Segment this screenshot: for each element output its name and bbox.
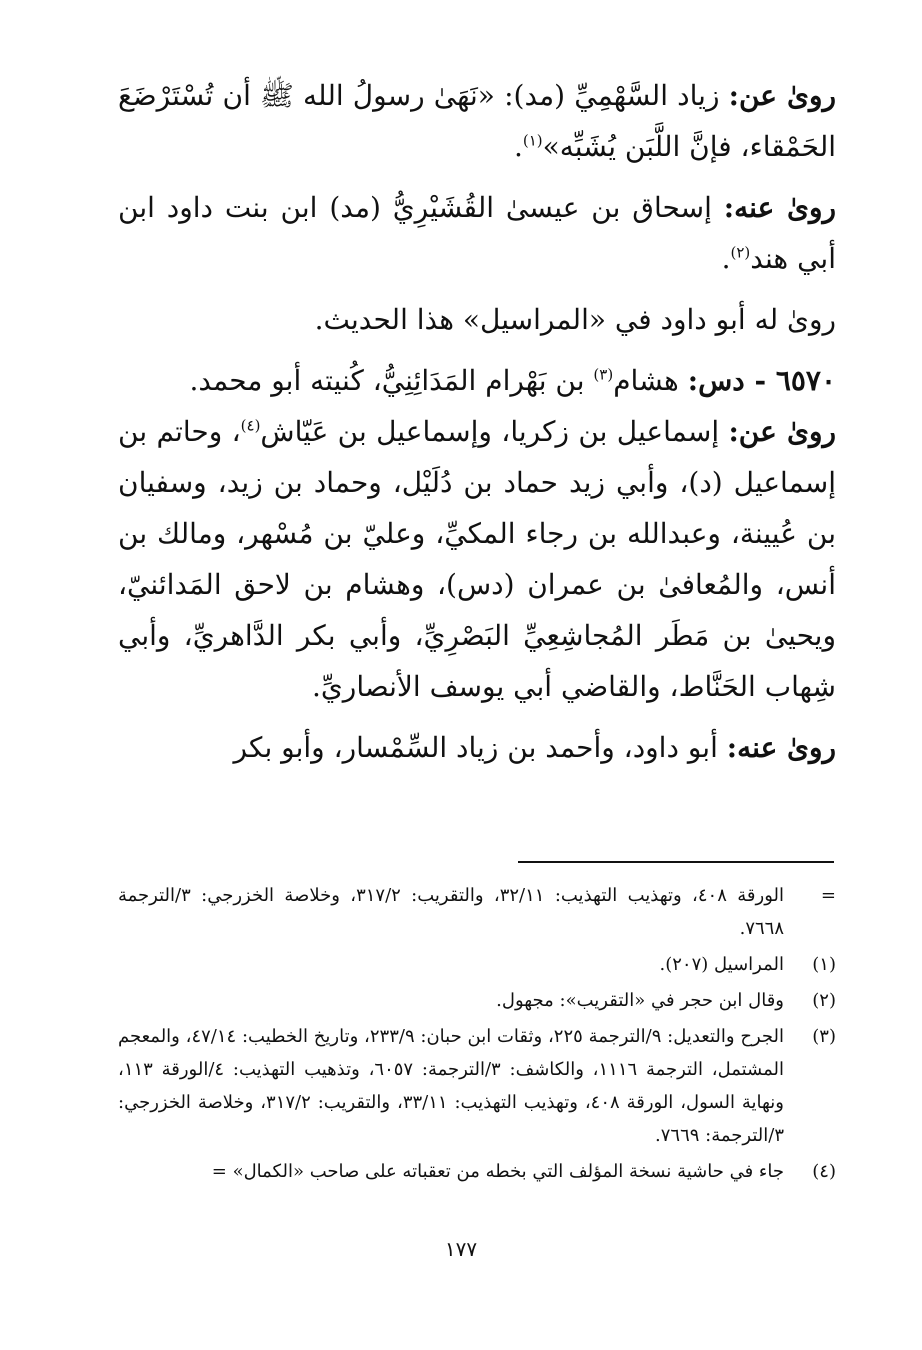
footnote-text: الورقة ٤٠٨، وتهذيب التهذيب: ٣٢/١١، والتقريب: ٣١٧/٢، وخلاصة الخزرجي: ٣/الترجمة ٧٦٦٨.: [118, 885, 784, 939]
footnote-marker: (١): [812, 954, 836, 975]
footnote-marker: (٤): [812, 1161, 836, 1182]
footnote-text: جاء في حاشية نسخة المؤلف التي بخطه من تعقباته على صاحب «الكمال» =: [211, 1161, 784, 1182]
paragraph-rawa-anhu: [118, 182, 836, 284]
paragraph-text: إسحاق بن عيسىٰ القُشَيْرِيُّ (مد) ابن بنت داود ابن أبي هند: [118, 191, 836, 275]
entry-name: هشام: [613, 364, 679, 397]
paragraph-rawa-lahu: [118, 294, 836, 345]
footnote-marker: =: [820, 885, 836, 906]
entry-heading: [118, 355, 836, 406]
footnote-text: الجرح والتعديل: ٩/الترجمة ٢٢٥، وثقات ابن حبان: ٢٣٣/٩، وتاريخ الخطيب: ٤٧/١٤، والمعجم المشتمل، الترجمة ١١١٦، والكاشف: ٣/الترجمة: ٦٠٥٧، وتذهيب التهذيب: ٤/الورقة ١١٣، ونهاية السول، الورقة ٤٠٨، وتهذيب التهذيب: ٣٣/١١، والتقريب: ٣١٧/٢، وخلاصة الخزرجي: ٣/الترجمة: ٧٦٦٩.: [118, 1026, 784, 1146]
footnote-divider: [518, 861, 834, 863]
entry-name-rest: بن بَهْرام المَدَائِنِيُّ، كُنيته أبو محمد.: [189, 364, 585, 397]
paragraph-text-rest: ، وحاتم بن إسماعيل (د)، وأبي زيد حماد بن دُلَيْل، وحماد بن زيد، وسفيان بن عُيينة، وعبدالله بن رجاء المكيِّ، وعليّ بن مُسْهر، ومالك بن أنس، والمُعافىٰ بن عمران (دس)، وهشام بن لاحق المَدائنيّ، ويحيىٰ بن مَطَر المُجاشِعِيِّ البَصْرِيِّ، وأبي بكر الدَّاهريِّ، وأبي شِهاب الحَنَّاط، والقاضي أبي يوسف الأنصاريِّ.: [118, 415, 836, 703]
main-text: [118, 70, 836, 773]
paragraph-lead: روىٰ عنه:: [723, 191, 836, 224]
paragraph-lead: روىٰ عن:: [728, 79, 836, 112]
footnote-ref: (٢): [730, 243, 751, 262]
footnote-text: المراسيل (٢٠٧).: [659, 954, 784, 975]
footnotes: [118, 876, 836, 1188]
paragraph-text: زياد السَّهْمِيِّ (مد): «نَهَىٰ رسولُ الله ﷺ أن تُسْتَرْضَعَ الحَمْقاء، فإنَّ اللَّبَن يُشَبِّه»: [118, 79, 836, 163]
paragraph-end: .: [513, 130, 523, 163]
paragraph-text: أبو داود، وأحمد بن زياد السِّمْسار، وأبو بكر: [233, 731, 718, 764]
paragraph-text: إسماعيل بن زكريا، وإسماعيل بن عَيّاش: [260, 415, 720, 448]
footnote-item: [118, 879, 836, 945]
footnote-item: [118, 1155, 836, 1188]
footnote-text: وقال ابن حجر في «التقريب»: مجهول.: [496, 990, 784, 1011]
paragraph-text: روىٰ له أبو داود في «المراسيل» هذا الحديث.: [314, 303, 836, 336]
footnote-ref: (١): [522, 131, 543, 150]
paragraph-lead: روىٰ عنه:: [726, 731, 836, 764]
page-number: ١٧٧: [444, 1237, 478, 1261]
footnote-ref: (٤): [240, 416, 261, 435]
paragraph-rawa-an-2: [118, 406, 836, 712]
footnote-item: [118, 948, 836, 981]
footnote-marker: (٣): [812, 1026, 836, 1047]
footnote-marker: (٢): [812, 990, 836, 1011]
paragraph-rawa-an: [118, 70, 836, 172]
footnote-item: [118, 984, 836, 1017]
paragraph-rawa-anhu-2: [118, 722, 836, 773]
footnote-ref: (٣): [593, 365, 614, 384]
paragraph-lead: روىٰ عن:: [728, 415, 836, 448]
footnote-item: [118, 1020, 836, 1152]
entry-number: ٦٥٧٠ - دس:: [687, 364, 836, 397]
paragraph-end: .: [721, 242, 731, 275]
